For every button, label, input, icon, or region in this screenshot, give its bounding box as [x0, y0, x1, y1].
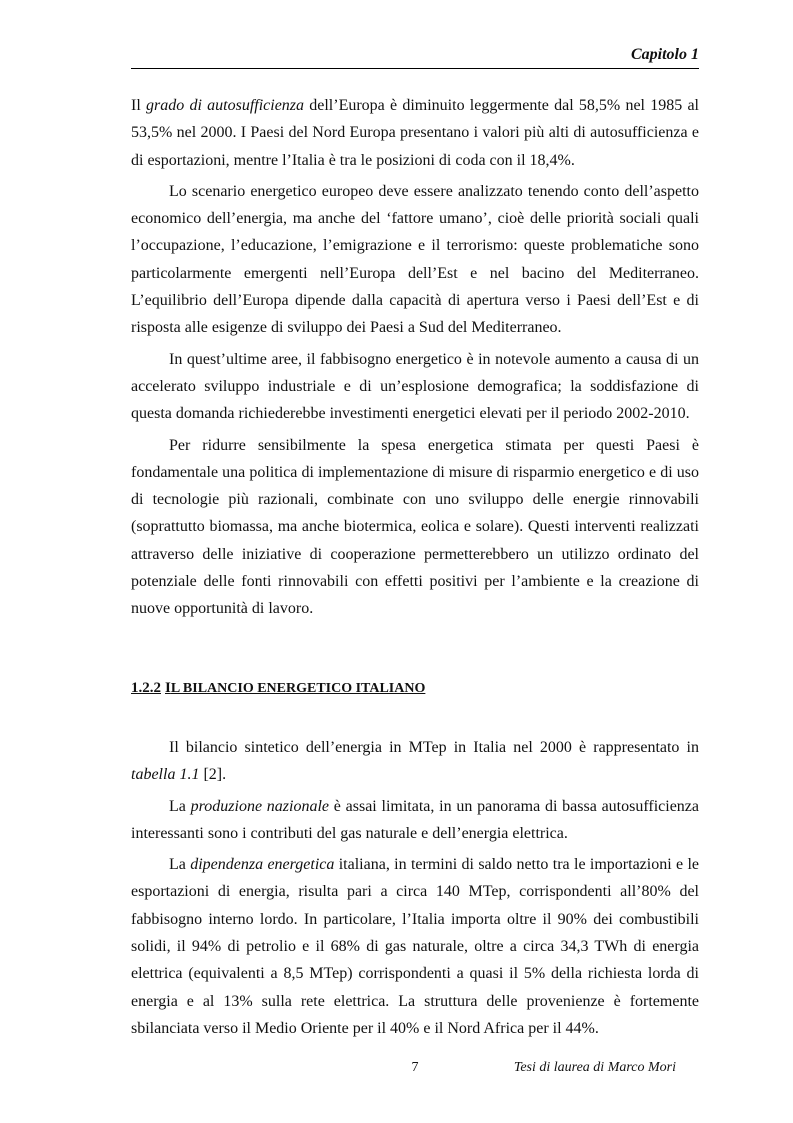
paragraph-spesa: Per ridurre sensibilmente la spesa energetica stimata per questi Paesi è fondamentale una politica di implementazione di misure di risparmio energetico e di uso di tecnologie più razionali, combinate con uno sviluppo delle energie rinnovabili (soprattutto biomassa, ma anche biotermica, eolica e solare). Questi interventi realizzati attraverso delle iniziative di cooperazione permetterebbero un utilizzo ordinato del potenziale delle fonti rinnovabili con effetti positivi per l’ambiente e la creazione di nuove opportunità di lavoro.: [131, 436, 699, 618]
text-span: è assai limitata, in un panorama di bassa autosufficienza interessanti sono i contributi del gas naturale e dell’energia elettrica.: [131, 797, 700, 842]
emphasis-term: produzione nazionale: [190, 797, 330, 815]
section-title-initial: I: [165, 679, 171, 696]
text-span: dell’Europa è diminuito leggermente dal 58,5% nel 1985 al 53,5% nel 2000. I Paesi del Nord Europa presentano i valori più alti di autosufficienza e di esportazioni, mentre l’Italia è tra le posizioni di coda con il 18,4%.: [131, 97, 699, 169]
emphasis-term: dipendenza energetica: [190, 856, 335, 874]
page-number: 7: [411, 1060, 419, 1075]
text-span: italiana, in termini di saldo netto tra le importazioni e le esportazioni di energia, risulta pari a circa 140 MTep, corrispondenti all’80% del fabbisogno interno lordo. In particolare, l’Italia importa oltre il 90% dei combustibili solidi, il 94% di petrolio e il 68% di gas naturale, oltre a circa 34,3 TWh di energia elettrica (equivalenti a 8,5 MTep) corrispondenti a quasi il 5% della richiesta lorda di energia e al 13% sulla rete elettrica. La struttura delle provenienze è fortemente sbilanciata verso il Medio Oriente per il 40% e il Nord Africa per il 44%.: [131, 856, 700, 1037]
text-span: Il: [131, 97, 147, 114]
section-title-rest: L BILANCIO ENERGETICO ITALIANO: [170, 680, 426, 696]
text-span: [2].: [199, 766, 227, 784]
text-span: La: [169, 797, 191, 815]
paragraph-autosufficienza: [131, 92, 699, 174]
header-rule: [131, 68, 699, 69]
emphasis-term: grado di autosufficienza: [146, 97, 305, 114]
paragraph-dipendenza: [131, 851, 699, 1042]
footer-author: Tesi di laurea di Marco Mori: [513, 1060, 676, 1075]
page-body: [131, 92, 699, 1046]
text-span: Il bilancio sintetico dell’energia in MTep in Italia nel 2000 è rappresentato in: [169, 738, 699, 756]
paragraph-aree: In quest’ultime aree, il fabbisogno energetico è in notevole aumento a causa di un accelerato sviluppo industriale e di un’esplosione demografica; la soddisfazione di questa domanda richiederebbe investimenti energetici elevati per il periodo 2002-2010.: [131, 350, 699, 423]
paragraph-produzione: [131, 793, 699, 848]
paragraph-bilancio: [131, 734, 699, 789]
table-reference: tabella 1.1: [131, 766, 200, 784]
paragraph-scenario: Lo scenario energetico europeo deve essere analizzato tenendo conto dell’aspetto economico dell’energia, ma anche del ‘fattore umano’, cioè delle priorità sociali quali l’occupazione, l’educazione, l’emigrazione e il terrorismo: queste problematiche sono particolarmente emergenti nell’Europa dell’Est e nel bacino del Mediterraneo. L’equilibrio dell’Europa dipende dalla capacità di apertura verso i Paesi dell’Est e di risposta alle esigenze di sviluppo dei Paesi a Sud del Mediterraneo.: [131, 182, 699, 337]
text-span: La: [169, 856, 191, 874]
chapter-header: Capitolo 1: [630, 46, 699, 63]
section-heading: [131, 675, 699, 702]
section-number: 1.2.2: [131, 679, 161, 696]
